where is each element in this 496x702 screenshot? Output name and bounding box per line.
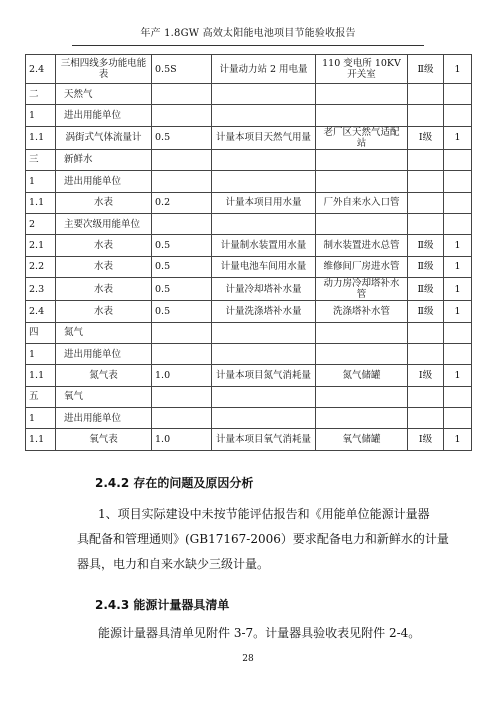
table-cell xyxy=(408,408,444,429)
table-cell xyxy=(408,213,444,234)
table-cell: 0.5S xyxy=(152,55,212,84)
section-242-line-3: 器具，电力和自来水缺少三级计量。 xyxy=(77,557,270,571)
table-cell: 1 xyxy=(26,408,56,429)
section-242-line-1: 1、项目实际建设中未按节能评估报告和《用能单位能源计量器 xyxy=(98,507,430,521)
table-cell: 0.5 xyxy=(152,301,212,322)
table-cell: 主要次级用能单位 xyxy=(56,213,152,234)
table-cell: 氧气 xyxy=(56,386,152,407)
table-row xyxy=(26,322,472,343)
table-row xyxy=(26,171,472,192)
table-cell: 进出用能单位 xyxy=(56,171,152,192)
table-cell xyxy=(316,149,408,170)
table-cell xyxy=(444,322,472,343)
table-cell xyxy=(316,213,408,234)
table-cell: 三相四线多功能电能表 xyxy=(56,55,152,84)
table-cell: 1.1 xyxy=(26,192,56,213)
table-row xyxy=(26,301,472,322)
table-row xyxy=(26,105,472,126)
table-cell: 计量本项目氮气消耗量 xyxy=(212,365,316,386)
table-row xyxy=(26,126,472,149)
table-cell: 四 xyxy=(26,322,56,343)
table-cell: 涡街式气体流量计 xyxy=(56,126,152,149)
table-cell xyxy=(408,192,444,213)
table-cell: 2.1 xyxy=(26,235,56,256)
table-cell xyxy=(444,408,472,429)
table-row xyxy=(26,365,472,386)
section-242-paragraph xyxy=(77,502,449,577)
table-cell xyxy=(444,171,472,192)
table-cell xyxy=(212,149,316,170)
table-cell: 1 xyxy=(444,235,472,256)
table-cell xyxy=(152,84,212,105)
table-cell: 氮气 xyxy=(56,322,152,343)
table-cell: 新鲜水 xyxy=(56,149,152,170)
table-cell: 1.0 xyxy=(152,429,212,450)
table-cell: Ⅱ级 xyxy=(408,256,444,277)
table-cell xyxy=(316,105,408,126)
table-cell: 水表 xyxy=(56,301,152,322)
table-cell: 1 xyxy=(444,256,472,277)
table-cell: Ⅱ级 xyxy=(408,301,444,322)
table-cell: 计量本项目氧气消耗量 xyxy=(212,429,316,450)
table-cell xyxy=(152,105,212,126)
table-cell xyxy=(152,408,212,429)
table-cell: 计量洗涤塔补水量 xyxy=(212,301,316,322)
table-cell: 0.5 xyxy=(152,126,212,149)
table-cell xyxy=(444,84,472,105)
table-cell: 1 xyxy=(444,278,472,301)
table-cell: 1 xyxy=(444,429,472,450)
table-cell xyxy=(316,322,408,343)
section-242-line-2: 具配备和管理通则》(GB17167-2006）要求配备电力和新鲜水的计量 xyxy=(77,532,449,546)
table-cell xyxy=(316,408,408,429)
table-cell xyxy=(408,105,444,126)
table-cell: 1 xyxy=(444,126,472,149)
table-cell: 水表 xyxy=(56,278,152,301)
table-cell: 进出用能单位 xyxy=(56,408,152,429)
table-cell xyxy=(408,171,444,192)
table-cell xyxy=(212,322,316,343)
table-cell: 0.5 xyxy=(152,235,212,256)
table-row xyxy=(26,213,472,234)
table-cell xyxy=(152,149,212,170)
table-cell xyxy=(316,386,408,407)
page-number: 28 xyxy=(242,654,254,664)
table-cell: 进出用能单位 xyxy=(56,105,152,126)
table-row xyxy=(26,235,472,256)
table-row xyxy=(26,84,472,105)
table-row xyxy=(26,343,472,364)
table-cell: Ⅰ级 xyxy=(408,126,444,149)
table-cell xyxy=(444,386,472,407)
table-cell xyxy=(316,84,408,105)
table-row xyxy=(26,55,472,84)
table-cell: Ⅱ级 xyxy=(408,235,444,256)
table-row xyxy=(26,149,472,170)
table-cell: 水表 xyxy=(56,235,152,256)
table-cell: Ⅰ级 xyxy=(408,365,444,386)
table-cell: 制水装置进水总管 xyxy=(316,235,408,256)
table-cell: 1 xyxy=(444,365,472,386)
table-cell: 厂外自来水入口管 xyxy=(316,192,408,213)
table-cell: 1 xyxy=(26,171,56,192)
table-cell: Ⅱ级 xyxy=(408,55,444,84)
table-cell xyxy=(316,343,408,364)
table-cell: 1.1 xyxy=(26,429,56,450)
table-cell: 维修间厂房进水管 xyxy=(316,256,408,277)
table-cell xyxy=(408,322,444,343)
table-cell: 氧气表 xyxy=(56,429,152,450)
table-cell xyxy=(444,105,472,126)
table-cell: 天然气 xyxy=(56,84,152,105)
table-cell xyxy=(444,149,472,170)
table-cell xyxy=(408,343,444,364)
table-cell xyxy=(152,343,212,364)
table-cell: 三 xyxy=(26,149,56,170)
table-cell xyxy=(212,84,316,105)
table-cell xyxy=(212,408,316,429)
table-cell: 动力房冷却塔补水管 xyxy=(316,278,408,301)
table-cell xyxy=(212,213,316,234)
table-cell: 计量动力站 2 用电量 xyxy=(212,55,316,84)
table-cell: 氮气表 xyxy=(56,365,152,386)
meter-table xyxy=(25,54,472,451)
table-cell: 老厂区天然气适配站 xyxy=(316,126,408,149)
table-cell xyxy=(444,343,472,364)
table-row xyxy=(26,192,472,213)
table-cell: 计量本项目用水量 xyxy=(212,192,316,213)
table-cell xyxy=(212,105,316,126)
table-cell xyxy=(408,84,444,105)
table-cell: 2 xyxy=(26,213,56,234)
table-cell: 计量本项目天然气用量 xyxy=(212,126,316,149)
table-cell: Ⅱ级 xyxy=(408,278,444,301)
table-cell: 进出用能单位 xyxy=(56,343,152,364)
table-cell: 1 xyxy=(26,343,56,364)
table-row xyxy=(26,278,472,301)
table-cell: 0.5 xyxy=(152,278,212,301)
table-cell: 2.4 xyxy=(26,55,56,84)
table-cell: 五 xyxy=(26,386,56,407)
table-cell: 2.2 xyxy=(26,256,56,277)
table-cell: 水表 xyxy=(56,256,152,277)
table-cell xyxy=(408,386,444,407)
section-243-title: 2.4.3 能源计量器具清单 xyxy=(95,598,230,612)
table-cell xyxy=(444,213,472,234)
header-rule xyxy=(72,45,424,46)
table-cell xyxy=(212,386,316,407)
table-cell: 1.0 xyxy=(152,365,212,386)
table-cell xyxy=(152,322,212,343)
table-cell: 2.3 xyxy=(26,278,56,301)
table-cell xyxy=(152,386,212,407)
table-cell: 0.2 xyxy=(152,192,212,213)
table-cell xyxy=(212,343,316,364)
table-cell: 1 xyxy=(26,105,56,126)
table-row xyxy=(26,256,472,277)
running-header: 年产 1.8GW 高效太阳能电池项目节能验收报告 xyxy=(140,28,356,39)
table-cell: 计量电池车间用水量 xyxy=(212,256,316,277)
table-cell xyxy=(152,213,212,234)
table-cell xyxy=(212,171,316,192)
table-cell: 1 xyxy=(444,301,472,322)
table-cell: 110 变电所 10KV 开关室 xyxy=(316,55,408,84)
table-cell: 计量冷却塔补水量 xyxy=(212,278,316,301)
table-row xyxy=(26,408,472,429)
table-cell: 2.4 xyxy=(26,301,56,322)
table-cell: 1 xyxy=(444,55,472,84)
table-cell: 二 xyxy=(26,84,56,105)
table-cell: 1.1 xyxy=(26,365,56,386)
table-cell xyxy=(408,149,444,170)
table-cell: 氧气储罐 xyxy=(316,429,408,450)
section-243-paragraph: 能源计量器具清单见附件 3-7。计量器具验收表见附件 2-4。 xyxy=(98,626,421,640)
table-cell: 氮气储罐 xyxy=(316,365,408,386)
table-cell xyxy=(316,171,408,192)
table-cell: 洗涤塔补水管 xyxy=(316,301,408,322)
table-cell: 1.1 xyxy=(26,126,56,149)
section-242-title: 2.4.2 存在的问题及原因分析 xyxy=(95,476,254,490)
table-cell: 计量制水装置用水量 xyxy=(212,235,316,256)
table-cell: Ⅰ级 xyxy=(408,429,444,450)
table-cell xyxy=(152,171,212,192)
table-cell: 水表 xyxy=(56,192,152,213)
table-cell: 0.5 xyxy=(152,256,212,277)
table-row xyxy=(26,386,472,407)
table-cell xyxy=(444,192,472,213)
table-row xyxy=(26,429,472,450)
